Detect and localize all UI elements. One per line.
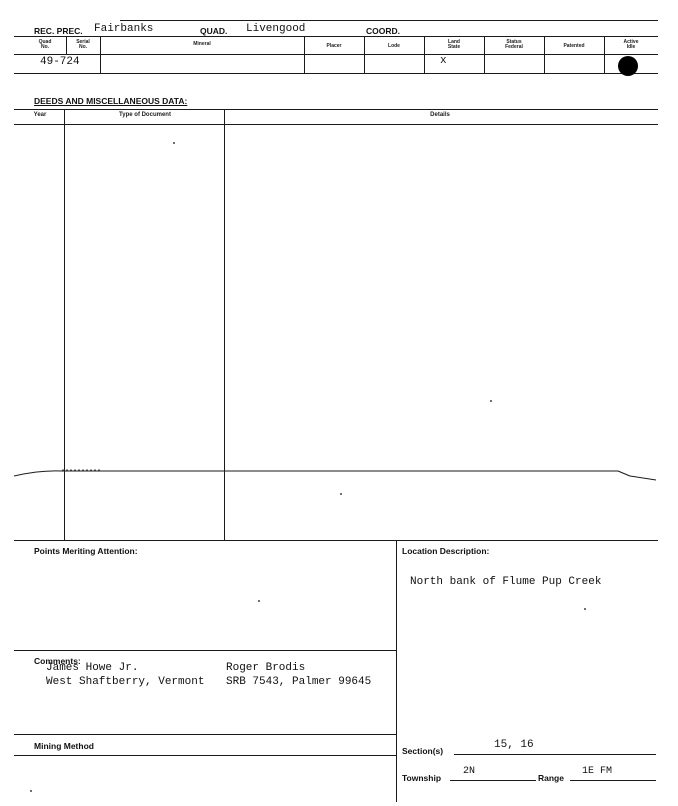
scan-speck (258, 600, 260, 602)
header-divider-serial-mineral (100, 36, 101, 73)
location-text: North bank of Flume Pup Creek (410, 576, 602, 588)
header-divider-patented-active (604, 36, 605, 73)
rec-prec-value: Fairbanks (94, 23, 154, 35)
scan-speck (173, 142, 175, 144)
deeds-top-line (14, 109, 658, 110)
active-status-dot (618, 56, 638, 76)
township-underline (450, 780, 536, 781)
col-land-state: Land State (447, 39, 461, 50)
mining-label: Mining Method (34, 741, 94, 751)
comments-top-line (14, 650, 396, 651)
bottom-section-top-line (14, 540, 658, 541)
col-patented: Patented (563, 43, 585, 49)
range-value: 1E FM (582, 766, 613, 777)
section-label: Section(s) (402, 746, 444, 756)
col-mineral: Mineral (193, 41, 211, 47)
header-divider-placer-lode (364, 36, 365, 73)
deeds-col-year: Year (33, 112, 47, 118)
township-value: 2N (463, 766, 476, 777)
col-active-idle: Active Idle (623, 39, 639, 50)
comment-person1-address: West Shaftberry, Vermont (46, 676, 205, 688)
land-state-mark: x (440, 55, 447, 67)
header-divider-lode-state (424, 36, 425, 73)
scan-speck (490, 400, 492, 402)
col-lode: Lode (388, 43, 400, 49)
deeds-col-type: Type of Document (119, 112, 171, 118)
comment-person2-name: Roger Brodis (226, 662, 306, 674)
scan-speck (584, 608, 586, 610)
rec-prec-label: REC. PREC. (34, 26, 83, 36)
deeds-title: DEEDS AND MISCELLANEOUS DATA: (34, 96, 188, 106)
coord-label: COORD. (366, 26, 400, 36)
location-label: Location Description: (402, 546, 490, 556)
header-table-top-line (14, 36, 658, 37)
quad-label: QUAD. (200, 26, 228, 36)
mining-top-line (14, 734, 396, 735)
header-divider-mineral-placer (304, 36, 305, 73)
header-divider-state-federal (484, 36, 485, 73)
mining-bottom-line (14, 755, 396, 756)
scan-speck (340, 493, 342, 495)
range-underline (570, 780, 656, 781)
scan-speck (30, 790, 32, 792)
bottom-section-divider (396, 540, 397, 802)
deeds-header-line (14, 124, 658, 125)
col-placer: Placer (326, 43, 342, 49)
range-label: Range (538, 773, 564, 783)
points-label: Points Meriting Attention: (34, 546, 138, 556)
section-value: 15, 16 (494, 739, 534, 751)
header-table-bottom-line (14, 73, 658, 74)
deeds-col-details: Details (430, 112, 450, 118)
comments-label: Comments: (34, 656, 81, 666)
header-table-mid-line (14, 54, 658, 55)
col-status-federal: Status Federal (505, 39, 523, 50)
col-serial-no: Serial No. (76, 39, 90, 50)
quad-serial-value: 49-724 (40, 56, 80, 68)
top-border-line (120, 20, 658, 21)
comment-person2-address: SRB 7543, Palmer 99645 (226, 676, 372, 688)
section-underline (454, 754, 656, 755)
col-quad-no: Quad No. (38, 39, 52, 50)
header-divider-federal-patented (544, 36, 545, 73)
quad-value: Livengood (246, 23, 306, 35)
township-label: Township (402, 773, 442, 783)
header-divider-quad-serial (66, 36, 67, 54)
comment-person1-name: James Howe Jr. (46, 662, 139, 674)
page-fold-crease (0, 462, 678, 486)
